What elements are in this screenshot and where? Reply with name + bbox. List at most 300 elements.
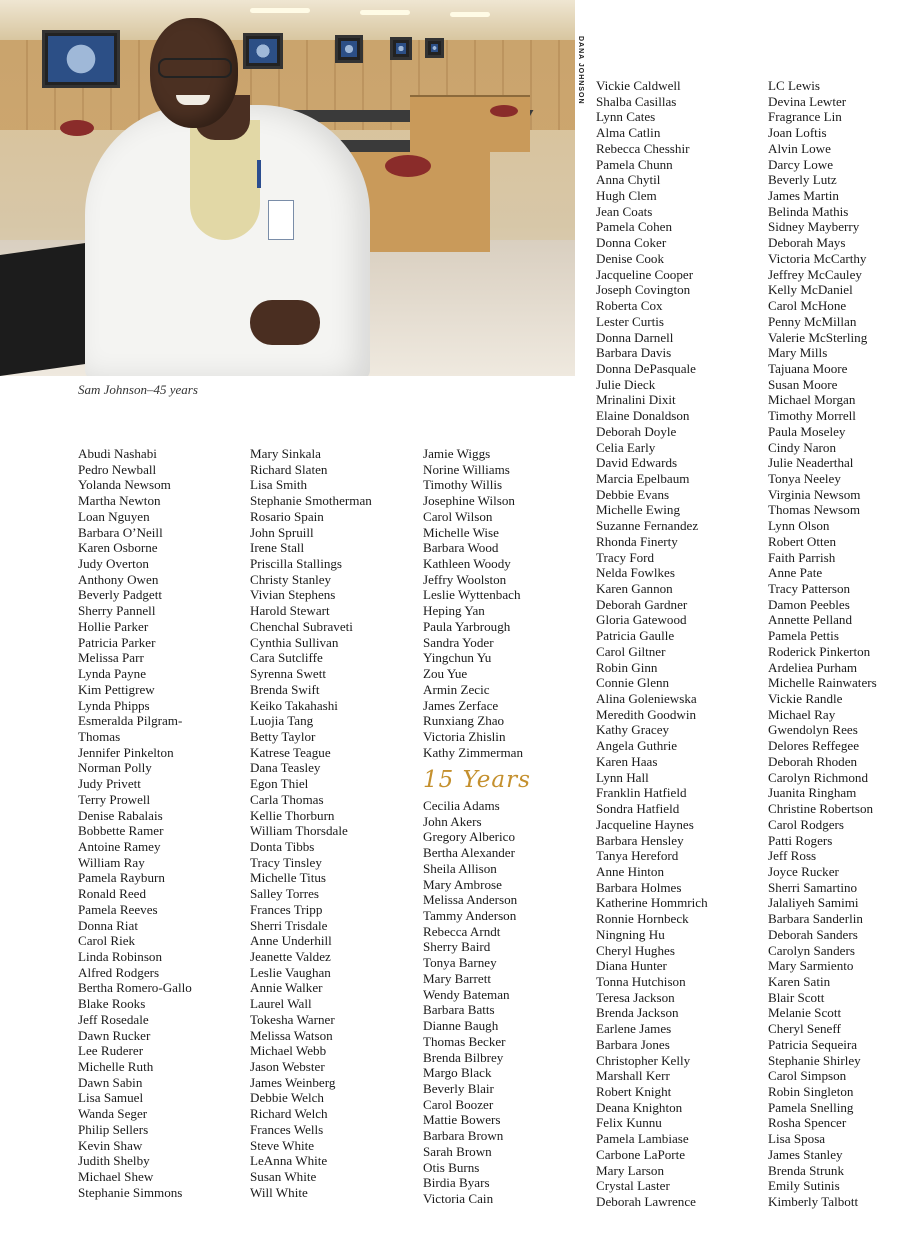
list-item: Sandra Yoder <box>423 634 494 650</box>
list-item: Bertha Alexander <box>423 845 515 861</box>
list-item: Beverly Padgett <box>78 587 162 603</box>
list-item: Luojia Tang <box>250 713 314 729</box>
list-item: Christopher Kelly <box>596 1052 691 1068</box>
lab-monitor <box>425 38 444 58</box>
list-item: Carol McHone <box>768 298 847 314</box>
list-item: Leslie Vaughan <box>250 964 331 980</box>
list-item: Crystal Laster <box>596 1178 670 1194</box>
list-item: Vickie Randle <box>768 691 843 707</box>
list-item: Annette Pelland <box>768 612 852 628</box>
list-item: William Thorsdale <box>250 823 348 839</box>
list-item: Barbara Holmes <box>596 879 682 895</box>
list-item: Judy Overton <box>78 556 149 572</box>
list-item: Vickie Caldwell <box>596 78 681 93</box>
list-item: Hollie Parker <box>78 618 149 634</box>
lab-stool <box>60 120 94 136</box>
list-item: Pamela Rayburn <box>78 870 165 886</box>
list-item: Melissa Parr <box>78 650 144 666</box>
list-item: Thomas Becker <box>423 1033 506 1049</box>
list-item: Anna Chytil <box>596 172 661 188</box>
list-item: Donta Tibbs <box>250 838 315 854</box>
list-item: Rosha Spencer <box>768 1115 847 1131</box>
list-item: Tanya Hereford <box>596 848 679 864</box>
list-item: Sheila Allison <box>423 860 497 876</box>
list-item: Tammy Anderson <box>423 908 517 924</box>
list-item: Valerie McSterling <box>768 329 868 345</box>
list-item: Marshall Kerr <box>596 1068 670 1084</box>
list-item: Penny McMillan <box>768 313 857 329</box>
list-item: Cecilia Adams <box>423 798 500 813</box>
list-item: Tonya Neeley <box>768 470 841 486</box>
list-item: Carolyn Richmond <box>768 769 869 785</box>
list-item: Brenda Strunk <box>768 1162 845 1178</box>
list-item: Angela Guthrie <box>596 738 678 754</box>
list-item: Michelle Ewing <box>596 502 680 518</box>
ceiling-light <box>450 12 490 17</box>
smile <box>176 95 210 105</box>
list-item: Jeffry Woolston <box>423 571 507 587</box>
list-item: Pamela Pettis <box>768 628 839 644</box>
list-item: Barbara Wood <box>423 540 499 556</box>
list-item: Nelda Fowlkes <box>596 565 675 581</box>
name-column-4 <box>596 78 708 1210</box>
list-item: Blake Rooks <box>78 996 146 1012</box>
list-item: Betty Taylor <box>250 728 316 744</box>
list-item: Shalba Casillas <box>596 93 677 109</box>
list-item: Franklin Hatfield <box>596 785 687 801</box>
list-item: James Martin <box>768 188 839 204</box>
list-item: Robin Singleton <box>768 1084 854 1099</box>
list-item: Pamela Snelling <box>768 1099 854 1115</box>
list-item: Stephanie Smotherman <box>250 493 372 509</box>
list-item: Syrenna Swett <box>250 666 327 682</box>
list-item: Michelle Rainwaters <box>768 675 877 691</box>
list-item: Karen Osborne <box>78 540 158 556</box>
list-item: Jalaliyeh Samimi <box>768 895 859 911</box>
list-item: Sarah Brown <box>423 1143 492 1159</box>
section-heading: 15 Years <box>423 767 531 793</box>
list-item: Kim Pettigrew <box>78 681 155 697</box>
list-item: Kellie Thorburn <box>250 807 335 823</box>
list-item: Mrinalini Dixit <box>596 392 676 408</box>
list-item: LeAnna White <box>250 1153 328 1169</box>
list-item: Kimberly Talbott <box>768 1194 859 1210</box>
list-item: Ronnie Hornbeck <box>596 911 689 927</box>
list-item: Joyce Rucker <box>768 863 839 879</box>
list-item: Barbara Sanderlin <box>768 911 863 927</box>
list-item: Karen Haas <box>596 753 658 769</box>
list-item: Laurel Wall <box>250 996 312 1012</box>
list-item: Roberta Cox <box>596 298 663 314</box>
list-item: Christine Robertson <box>768 801 874 817</box>
list-item: Steve White <box>250 1137 315 1153</box>
list-item: Darcy Lowe <box>768 156 834 172</box>
list-item: Dawn Rucker <box>78 1027 151 1043</box>
lab-monitor <box>335 35 363 63</box>
list-item: Frances Wells <box>250 1121 324 1137</box>
list-item: Hugh Clem <box>596 188 657 204</box>
list-item: Deborah Doyle <box>596 423 677 439</box>
list-item: Alma Catlin <box>596 125 661 141</box>
list-item: Carol Giltner <box>596 643 666 659</box>
list-item: Wendy Bateman <box>423 986 510 1002</box>
list-item: Thomas <box>78 728 121 744</box>
list-item: Armin Zecic <box>423 681 490 697</box>
list-item: Julie Dieck <box>596 376 656 392</box>
list-item: Gregory Alberico <box>423 829 515 845</box>
list-item: Jeff Ross <box>768 848 817 864</box>
portrait-photo <box>0 0 575 376</box>
list-item: Pamela Cohen <box>596 219 672 235</box>
list-item: Brenda Swift <box>250 681 320 697</box>
list-item: Heping Yan <box>423 603 485 619</box>
list-item: Deana Knighton <box>596 1099 683 1115</box>
list-item: Debbie Evans <box>596 486 670 502</box>
list-item: Rebecca Arndt <box>423 923 501 939</box>
list-item: Lynda Payne <box>78 666 147 682</box>
list-item: Susan White <box>250 1169 317 1185</box>
list-item: Leslie Wyttenbach <box>423 587 521 603</box>
list-item: Anne Hinton <box>596 863 665 879</box>
list-item: Timothy Morrell <box>768 408 856 424</box>
list-item: James Zerface <box>423 697 499 713</box>
list-item: Dianne Baugh <box>423 1018 499 1034</box>
list-item: Jeff Rosedale <box>78 1011 149 1027</box>
ceiling-light <box>360 10 410 15</box>
list-item: Jeanette Valdez <box>250 949 331 964</box>
list-item: William Ray <box>78 854 145 870</box>
list-item: Robin Ginn <box>596 659 658 675</box>
pen <box>257 160 261 188</box>
list-item: Yingchun Yu <box>423 650 492 666</box>
list-item: Carol Simpson <box>768 1068 847 1084</box>
list-item: Jean Coats <box>596 203 653 219</box>
list-item: Gloria Gatewood <box>596 612 687 628</box>
list-item: John Spruill <box>250 524 314 540</box>
list-item: John Akers <box>423 813 482 829</box>
list-item: Egon Thiel <box>250 776 309 792</box>
list-item: Lynn Cates <box>596 109 656 125</box>
list-item: Barbara Davis <box>596 345 672 361</box>
list-item: Carol Riek <box>78 933 136 949</box>
list-item: Carla Thomas <box>250 791 324 807</box>
list-item: Jeffrey McCauley <box>768 266 862 282</box>
list-item: Melanie Scott <box>768 1005 842 1021</box>
list-item: Joseph Covington <box>596 282 691 298</box>
list-item: Cynthia Sullivan <box>250 634 339 650</box>
list-item: Anne Underhill <box>250 933 332 949</box>
list-item: Mary Larson <box>596 1162 664 1178</box>
list-item: Blair Scott <box>768 989 825 1005</box>
list-item: Cindy Naron <box>768 439 837 455</box>
list-item: Tonya Barney <box>423 955 497 971</box>
list-item: Donna Coker <box>596 235 667 251</box>
list-item: Sherry Baird <box>423 939 491 955</box>
list-item: Tajuana Moore <box>768 360 848 376</box>
list-item: Vivian Stephens <box>250 587 336 603</box>
lab-monitor <box>390 37 412 60</box>
list-item: Michael Morgan <box>768 392 856 408</box>
list-item: Jamie Wiggs <box>423 446 491 461</box>
list-item: Lisa Smith <box>250 477 308 493</box>
list-item: Lisa Sposa <box>768 1131 826 1147</box>
list-item: Rosario Spain <box>250 508 324 524</box>
list-item: Stephanie Shirley <box>768 1052 861 1068</box>
list-item: David Edwards <box>596 455 678 471</box>
list-item: Deborah Mays <box>768 235 846 251</box>
list-item: Ningning Hu <box>596 926 665 942</box>
list-item: Carolyn Sanders <box>768 942 855 958</box>
list-item: Celia Early <box>596 439 656 455</box>
list-item: Keiko Takahashi <box>250 697 338 713</box>
list-item: Felix Kunnu <box>596 1115 662 1131</box>
list-item: Anthony Owen <box>78 571 159 587</box>
list-item: Katrese Teague <box>250 744 331 760</box>
list-item: James Weinberg <box>250 1074 336 1090</box>
list-item: Lynn Olson <box>768 518 830 534</box>
list-item: Bertha Romero-Gallo <box>78 980 192 996</box>
list-item: Ronald Reed <box>78 886 147 902</box>
list-item: Brenda Jackson <box>596 1005 679 1021</box>
name-column-1 <box>78 446 192 1201</box>
list-item: Patricia Gaulle <box>596 628 675 644</box>
list-item: Paula Yarbrough <box>423 618 511 634</box>
list-item: Michael Webb <box>250 1043 327 1059</box>
list-item: Pamela Lambiase <box>596 1131 689 1147</box>
list-item: Michelle Titus <box>250 870 327 886</box>
list-item: Sherry Pannell <box>78 603 156 619</box>
list-item: Donna Riat <box>78 917 139 933</box>
list-item: Victoria Zhislin <box>423 728 506 744</box>
list-item: Michael Shew <box>78 1169 154 1185</box>
list-item: Melissa Watson <box>250 1027 333 1043</box>
list-item: Stephanie Simmons <box>78 1184 183 1200</box>
list-item: Elaine Donaldson <box>596 408 690 424</box>
list-item: Victoria Cain <box>423 1190 494 1206</box>
photo-credit: DANA JOHNSON <box>577 36 584 105</box>
list-item: James Stanley <box>768 1146 843 1162</box>
list-item: Kathleen Woody <box>423 556 511 572</box>
list-item: Carbone LaPorte <box>596 1146 686 1162</box>
list-item: Tracy Patterson <box>768 581 851 596</box>
list-item: Barbara Hensley <box>596 832 684 848</box>
list-item: Diana Hunter <box>596 958 667 974</box>
list-item: Judith Shelby <box>78 1153 150 1169</box>
list-item: Meredith Goodwin <box>596 706 697 722</box>
list-item: Barbara Batts <box>423 1002 495 1018</box>
list-item: Sherri Trisdale <box>250 917 328 933</box>
list-item: Norman Polly <box>78 760 152 776</box>
list-item: Pedro Newball <box>78 461 157 477</box>
ceiling-light <box>250 8 310 13</box>
list-item: Mary Mills <box>768 345 828 361</box>
list-item: Sherri Samartino <box>768 879 858 895</box>
list-item: Christy Stanley <box>250 571 332 587</box>
list-item: Loan Nguyen <box>78 508 150 524</box>
list-item: Dawn Sabin <box>78 1074 143 1090</box>
list-item: Lester Curtis <box>596 313 665 329</box>
list-item: Sidney Mayberry <box>768 219 860 235</box>
list-item: Yolanda Newsom <box>78 477 171 493</box>
list-item: Philip Sellers <box>78 1121 149 1137</box>
list-item: Mattie Bowers <box>423 1112 501 1128</box>
list-item: Anne Pate <box>768 565 823 581</box>
list-item: Harold Stewart <box>250 603 330 619</box>
list-item: Runxiang Zhao <box>423 713 505 729</box>
name-column-2 <box>250 446 372 1201</box>
list-item: Ardeliea Purham <box>768 659 858 675</box>
list-item: Karen Gannon <box>596 581 673 596</box>
list-item: Susan Moore <box>768 376 838 392</box>
list-item: Priscilla Stallings <box>250 556 343 572</box>
list-item: Tonna Hutchison <box>596 973 686 989</box>
list-item: Cara Sutcliffe <box>250 650 323 666</box>
list-item: Damon Peebles <box>768 596 850 612</box>
list-item: Faith Parrish <box>768 549 836 565</box>
list-item: Timothy Willis <box>423 477 503 493</box>
list-item: Roderick Pinkerton <box>768 643 871 659</box>
list-item: Michelle Wise <box>423 524 499 540</box>
list-item: Tokesha Warner <box>250 1011 335 1027</box>
list-item: Michael Ray <box>768 706 836 722</box>
list-item: Mary Barrett <box>423 970 491 986</box>
list-item: Barbara Jones <box>596 1036 670 1052</box>
list-item: Rhonda Finerty <box>596 533 678 549</box>
list-item: Salley Torres <box>250 886 320 902</box>
list-item: Fragrance Lin <box>768 109 842 125</box>
list-item: Patti Rogers <box>768 832 833 848</box>
list-item: Melissa Anderson <box>423 892 518 908</box>
list-item: Robert Otten <box>768 533 837 549</box>
list-item: Donna Darnell <box>596 329 674 345</box>
list-item: Robert Knight <box>596 1084 672 1099</box>
list-item: Barbara Brown <box>423 1128 504 1144</box>
list-item: Teresa Jackson <box>596 989 675 1005</box>
list-item: Alina Goleniewska <box>596 691 697 707</box>
list-item: Thomas Newsom <box>768 502 861 518</box>
list-item: Pamela Chunn <box>596 156 673 172</box>
list-item: Emily Sutinis <box>768 1178 840 1194</box>
list-item: Carol Rodgers <box>768 816 845 832</box>
list-item: Brenda Bilbrey <box>423 1049 504 1065</box>
list-item: Beverly Lutz <box>768 172 837 188</box>
list-item: Martha Newton <box>78 493 161 509</box>
list-item: Chenchal Subraveti <box>250 618 353 634</box>
list-item: Suzanne Fernandez <box>596 518 699 534</box>
folded-hands <box>250 300 320 345</box>
list-item: Richard Welch <box>250 1106 328 1122</box>
list-item: Jason Webster <box>250 1059 325 1075</box>
list-item: Carol Boozer <box>423 1096 494 1112</box>
list-item: Carol Wilson <box>423 508 493 524</box>
lab-monitor <box>42 30 120 88</box>
list-item: Lynn Hall <box>596 769 649 785</box>
lab-stool <box>385 155 431 177</box>
list-item: Zou Yue <box>423 666 468 682</box>
list-item: Patricia Parker <box>78 634 156 650</box>
list-item: Dana Teasley <box>250 760 321 776</box>
list-item: Mary Ambrose <box>423 876 502 892</box>
list-item: Belinda Mathis <box>768 203 849 219</box>
list-item: Rebecca Chesshir <box>596 140 690 156</box>
list-item: Karen Satin <box>768 973 831 989</box>
list-item: Michelle Ruth <box>78 1059 154 1075</box>
list-item: Sondra Hatfield <box>596 801 680 817</box>
list-item: Kathy Zimmerman <box>423 744 523 760</box>
list-item: Tracy Ford <box>596 549 655 565</box>
list-item: Lisa Samuel <box>78 1090 144 1106</box>
list-item: Juanita Ringham <box>768 785 857 801</box>
list-item: Mary Sinkala <box>250 446 321 461</box>
name-column-3 <box>423 446 523 760</box>
list-item: Bobbette Ramer <box>78 823 164 839</box>
list-item: Deborah Sanders <box>768 926 858 942</box>
list-item: Cheryl Hughes <box>596 942 675 958</box>
list-item: Josephine Wilson <box>423 493 515 509</box>
list-item: Denise Cook <box>596 250 665 266</box>
list-item: Debbie Welch <box>250 1090 324 1106</box>
list-item: Julie Neaderthal <box>768 455 854 471</box>
list-item: Deborah Gardner <box>596 596 688 612</box>
list-item: Wanda Seger <box>78 1106 148 1122</box>
list-item: Antoine Ramey <box>78 838 161 854</box>
list-item: Devina Lewter <box>768 93 847 109</box>
list-item: Victoria McCarthy <box>768 250 867 266</box>
list-item: Marcia Epelbaum <box>596 470 690 486</box>
list-item: Kathy Gracey <box>596 722 670 738</box>
photo-caption: Sam Johnson–45 years <box>78 382 198 397</box>
name-column-3-fifteen-years <box>423 798 517 1207</box>
list-item: Esmeralda Pilgram- <box>78 713 183 729</box>
list-item: Kevin Shaw <box>78 1137 143 1153</box>
list-item: Delores Reffegee <box>768 738 860 754</box>
list-item: Alvin Lowe <box>768 140 831 156</box>
list-item: Lee Ruderer <box>78 1043 144 1059</box>
glasses <box>158 58 232 78</box>
list-item: Connie Glenn <box>596 675 670 691</box>
list-item: Deborah Lawrence <box>596 1194 696 1210</box>
list-item: Donna DePasquale <box>596 360 696 376</box>
list-item: Virginia Newsom <box>768 486 861 502</box>
list-item: Norine Williams <box>423 461 510 477</box>
list-item: Alfred Rodgers <box>78 964 160 980</box>
list-item: Frances Tripp <box>250 901 323 917</box>
list-item: Judy Privett <box>78 776 141 792</box>
list-item: Beverly Blair <box>423 1080 494 1096</box>
lab-stool <box>490 105 518 117</box>
list-item: Denise Rabalais <box>78 807 163 823</box>
list-item: Birdia Byars <box>423 1175 490 1191</box>
list-item: LC Lewis <box>768 78 821 93</box>
name-column-5 <box>768 78 877 1210</box>
list-item: Joan Loftis <box>768 125 827 141</box>
list-item: Richard Slaten <box>250 461 328 477</box>
list-item: Irene Stall <box>250 540 305 556</box>
list-item: Jacqueline Haynes <box>596 816 694 832</box>
list-item: Paula Moseley <box>768 423 846 439</box>
list-item: Gwendolyn Rees <box>768 722 858 738</box>
list-item: Lynda Phipps <box>78 697 150 713</box>
list-item: Cheryl Seneff <box>768 1021 841 1037</box>
list-item: Abudi Nashabi <box>78 446 157 461</box>
id-badge <box>268 200 294 240</box>
lab-monitor <box>243 33 283 69</box>
list-item: Linda Robinson <box>78 949 163 964</box>
list-item: Pamela Reeves <box>78 901 158 917</box>
list-item: Tracy Tinsley <box>250 854 322 870</box>
list-item: Terry Prowell <box>78 791 151 807</box>
list-item: Annie Walker <box>250 980 323 996</box>
